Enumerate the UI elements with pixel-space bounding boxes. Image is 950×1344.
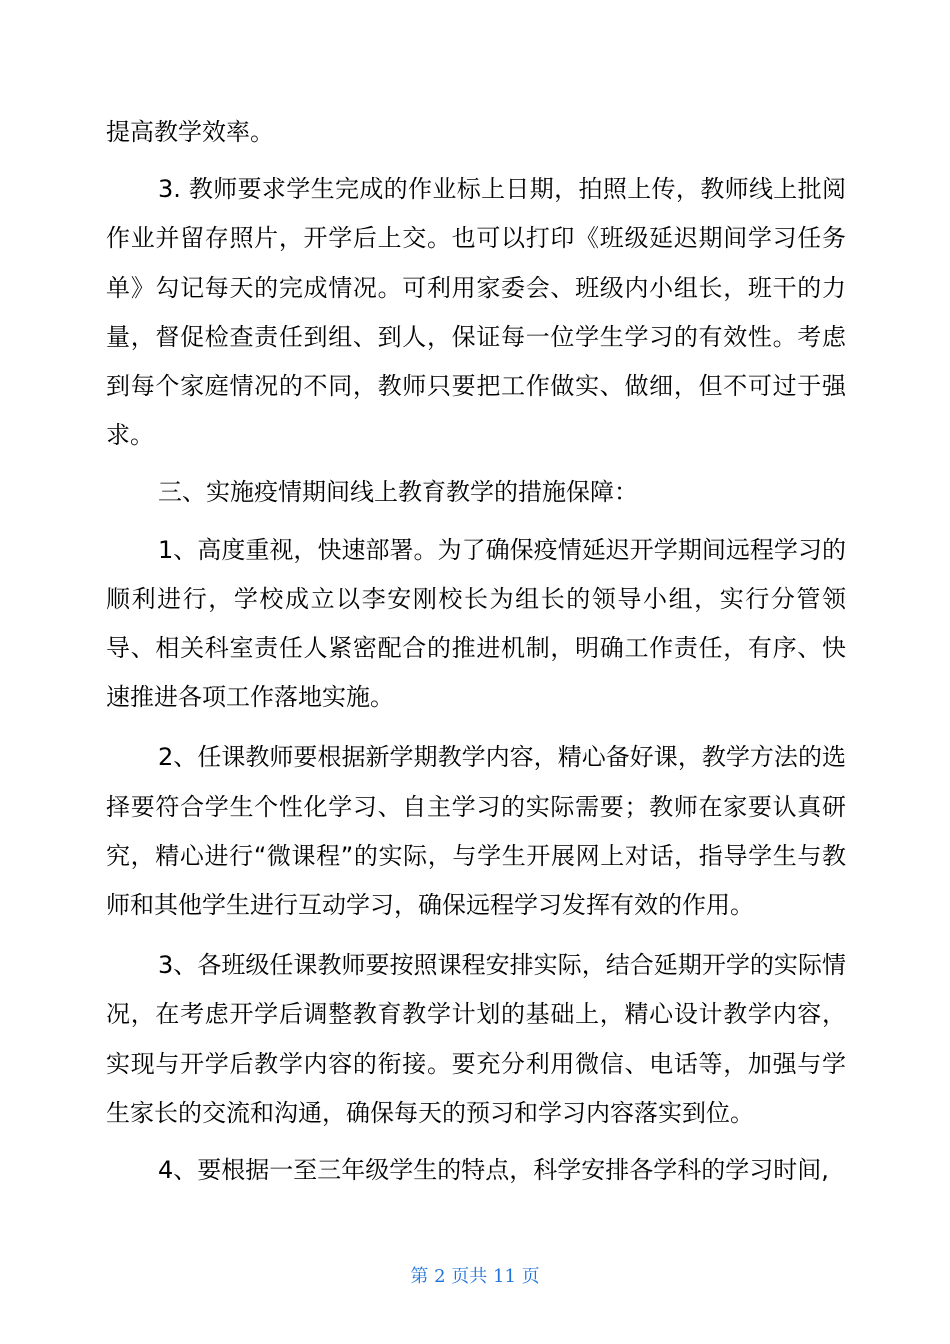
paragraph-measure-2: 2、任课教师要根据新学期教学内容，精心备好课，教学方法的选择要符合学生个性化学习、自主学习的实际需要；教师在家要认真研究，精心进行“微课程”的实际，与学生开展网上对话，指导学生与教师和其他学生进行互动学习，确保远程学习发挥有效的作用。 xyxy=(106,743,846,920)
page-number-footer: 第 2 页共 11 页 xyxy=(410,1266,540,1287)
paragraph-measure-1: 1、高度重视，快速部署。为了确保疫情延迟开学期间远程学习的顺利进行，学校成立以李安刚校长为组长的领导小组，实行分管领导、相关科室责任人紧密配合的推进机制，明确工作责任，有序、快速推进各项工作落地实施。 xyxy=(106,535,846,712)
paragraph-item-3-homework: 3. 教师要求学生完成的作业标上日期，拍照上传，教师线上批阅作业并留存照片，开学后上交。也可以打印《班级延迟期间学习任务单》勾记每天的完成情况。可利用家委会、班级内小组长，班干的力量，督促检查责任到组、到人，保证每一位学生学习的有效性。考虑到每个家庭情况的不同，教师只要把工作做实、做细，但不可过于强求。 xyxy=(106,175,846,450)
document-body xyxy=(106,108,846,1195)
paragraph-measure-3: 3、各班级任课教师要按照课程安排实际，结合延期开学的实际情况，在考虑开学后调整教育教学计划的基础上，精心设计教学内容，实现与开学后教学内容的衔接。要充分利用微信、电话等，加强与学生家长的交流和沟通，确保每天的预习和学习内容落实到位。 xyxy=(106,951,846,1127)
paragraph-continuation: 提高教学效率。 xyxy=(106,118,274,146)
paragraph-measure-4: 4、要根据一至三年级学生的特点，科学安排各学科的学习时间, xyxy=(158,1156,829,1185)
section-heading-measures: 三、实施疫情期间线上教育教学的措施保障： xyxy=(158,478,638,507)
